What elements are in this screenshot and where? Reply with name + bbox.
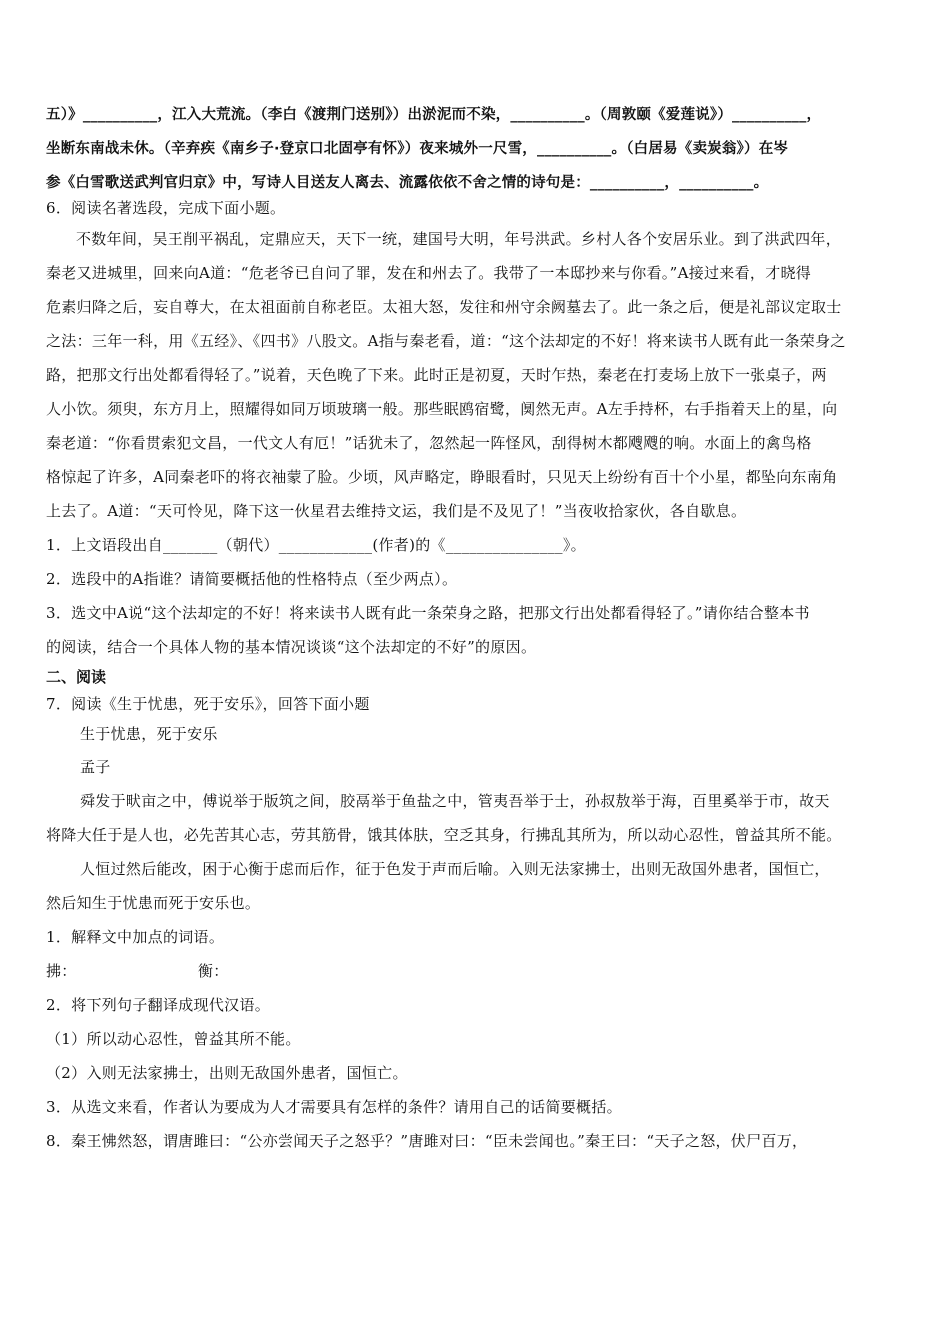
definition-heng: 衡： <box>198 962 229 980</box>
passage-line: 人恒过然后能改，困于心衡于虑而后作，征于色发于声而后喻。入则无法家拂士，出则无敌国外患者，国恒亡， <box>80 860 830 878</box>
passage <box>46 222 908 528</box>
passage-line: 路，把那文行出处都看得轻了。”说着，天色晚了下来。此时正是初夏，天时乍热，秦老在打麦场上放下一张桌子，两 <box>46 366 827 384</box>
subquestion: 2．将下列句子翻译成现代汉语。 <box>46 996 271 1014</box>
question-prompt: 6．阅读名著选段，完成下面小题。 <box>46 199 286 217</box>
poem-fill-section <box>46 98 908 200</box>
subquestion: 的阅读，结合一个具体人物的基本情况谈谈“这个法却定的不好”的原因。 <box>46 638 537 656</box>
poem-line: 参《白雪歌送武判官归京》中，写诗人目送友人离去、流露依依不舍之情的诗句是：__________，__________。 <box>46 175 769 191</box>
subquestion: 1．解释文中加点的词语。 <box>46 928 225 946</box>
exam-page <box>46 98 908 1158</box>
passage-line: 将降大任于是人也，必先苦其心志，劳其筋骨，饿其体肤，空乏其身，行拂乱其所为，所以动心忍性，曾益其所不能。 <box>46 826 842 844</box>
passage-title: 生于忧患，死于安乐 <box>80 725 218 743</box>
word-definitions <box>46 954 908 988</box>
subquestion: 2．选段中的A指谁？请简要概括他的性格特点（至少两点）。 <box>46 570 458 588</box>
subquestion: 3．选文中A说“这个法却定的不好！将来读书人既有此一条荣身之路，把那文行出处都看得轻了。”请你结合整本书 <box>46 604 810 622</box>
subquestion: 3．从选文来看，作者认为要成为人才需要具有怎样的条件？请用自己的话简要概括。 <box>46 1098 622 1116</box>
subquestion: （2）入则无法家拂士，出则无敌国外患者，国恒亡。 <box>46 1064 408 1082</box>
passage-line: 格惊起了许多，A同秦老吓的将衣袖蒙了脸。少顷，风声略定，睁眼看时，只见天上纷纷有百十个小星，都坠向东南角 <box>46 468 838 486</box>
passage-line: 秦老道：“你看贯索犯文昌，一代文人有厄！”话犹未了，忽然起一阵怪风，刮得树木都飕飕的响。水面上的禽鸟格 <box>46 434 812 452</box>
section-reading <box>46 664 908 1124</box>
question-8 <box>46 1124 908 1158</box>
question-6 <box>46 194 908 664</box>
passage-line: 之法：三年一科，用《五经》、《四书》八股文。A指与秦老看，道：“这个法却定的不好！将来读书人既有此一条荣身之 <box>46 332 846 350</box>
passage-line: 秦老又进城里，回来向A道：“危老爷已自问了罪，发在和州去了。我带了一本邸抄来与你看。”A接过来看，才晓得 <box>46 264 812 282</box>
subquestion: 1．上文语段出自_______（朝代）____________(作者)的《_______________》。 <box>46 536 586 554</box>
passage-line: 上去了。A道：“天可怜见，降下这一伙星君去维持文运，我们是不及见了！”当夜收拾家伙，各自歇息。 <box>46 502 747 520</box>
poem-line: 五）》__________，江入大荒流。（李白《渡荆门送别》）出淤泥而不染，__________。（周敦颐《爱莲说》）__________， <box>46 107 822 123</box>
question-text: 8．秦王怫然怒，谓唐雎曰：“公亦尝闻天子之怒乎？”唐雎对曰：“臣未尝闻也。”秦王曰：“天子之怒，伏尸百万， <box>46 1132 808 1150</box>
section-heading: 二、阅读 <box>46 668 107 686</box>
passage-line: 人小饮。须臾，东方月上，照耀得如同万顷玻璃一般。那些眠鸥宿鹭，阒然无声。A左手持杯，右手指着天上的星，向 <box>46 400 838 418</box>
passage-author: 孟子 <box>80 758 111 776</box>
question-prompt: 7．阅读《生于忧患，死于安乐》，回答下面小题 <box>46 695 370 713</box>
subquestion: （1）所以动心忍性，曾益其所不能。 <box>46 1030 301 1048</box>
definition-fu: 拂： <box>46 962 77 980</box>
passage-line: 不数年间，吴王削平祸乱，定鼎应天，天下一统，建国号大明，年号洪武。乡村人各个安居乐业。到了洪武四年， <box>76 230 842 248</box>
passage-line: 舜发于畎亩之中，傅说举于版筑之间，胶鬲举于鱼盐之中，管夷吾举于士，孙叔敖举于海，百里奚举于市，故天 <box>80 792 830 810</box>
passage-line: 然后知生于忧患而死于安乐也。 <box>46 894 261 912</box>
poem-line: 坐断东南战未休。（辛弃疾《南乡子·登京口北固亭有怀》）夜来城外一尺雪，__________。（白居易《卖炭翁》）在岑 <box>46 141 789 157</box>
passage-line: 危素归降之后，妄自尊大，在太祖面前自称老臣。太祖大怒，发往和州守余阙墓去了。此一条之后，便是礼部议定取士 <box>46 298 842 316</box>
